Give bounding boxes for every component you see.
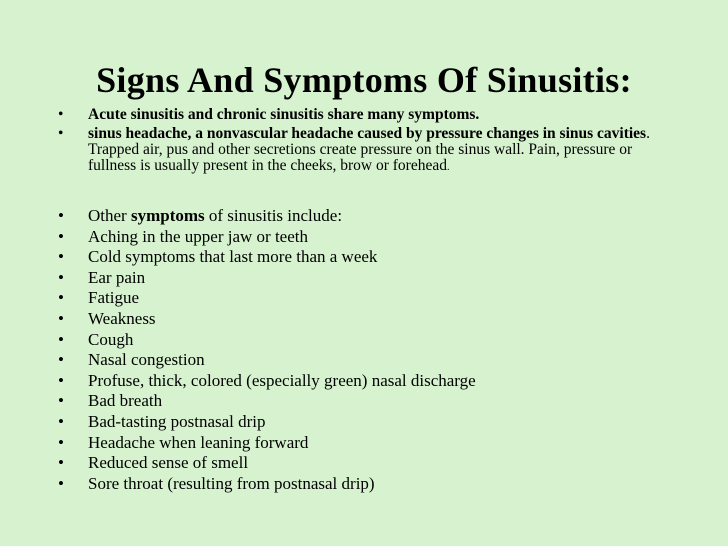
symptom-item xyxy=(58,453,678,474)
bullet-glyph: • xyxy=(58,411,64,431)
bullet-glyph: • xyxy=(58,206,64,225)
symptom-item xyxy=(58,227,678,248)
intro-bullet-list xyxy=(58,107,678,179)
symptoms-intro-bold: symptoms xyxy=(130,206,205,225)
bullet-glyph: • xyxy=(58,267,64,287)
bullet-glyph: • xyxy=(58,125,64,142)
bullet-glyph: • xyxy=(58,350,64,370)
symptom-item xyxy=(58,288,678,309)
symptom-text: Reduced sense of smell xyxy=(88,453,249,473)
symptom-text: Fatigue xyxy=(88,288,139,308)
intro-bullet-item xyxy=(58,107,678,123)
symptom-text: Profuse, thick, colored (especially green) nasal discharge xyxy=(88,370,476,390)
symptom-item xyxy=(58,391,678,412)
symptom-bullet-list xyxy=(58,206,678,494)
symptoms-intro-item xyxy=(58,206,678,227)
intro-item-text: . Trapped air, pus and other secretions create pressure on the sinus wall. Pain, pressure or fullness is usually present in the cheeks, brow or forehead xyxy=(88,125,650,174)
bullet-glyph: • xyxy=(58,226,64,246)
bullet-glyph: • xyxy=(58,288,64,308)
bullet-glyph: • xyxy=(58,247,64,267)
symptom-text: Ear pain xyxy=(88,267,146,287)
symptoms-intro-suffix: of sinusitis include: xyxy=(204,206,343,225)
intro-item-period: . xyxy=(446,162,450,173)
intro-item-bold-text: sinus headache, a nonvascular headache caused by pressure changes in sinus cavities xyxy=(88,125,647,142)
symptom-item xyxy=(58,433,678,454)
symptom-item xyxy=(58,350,678,371)
slide-title: Signs And Symptoms Of Sinusitis: xyxy=(96,60,632,100)
symptom-item xyxy=(58,474,678,495)
symptom-text: Weakness xyxy=(88,308,156,328)
symptom-item xyxy=(58,371,678,392)
bullet-glyph: • xyxy=(58,473,64,493)
symptom-item xyxy=(58,247,678,268)
symptom-text: Headache when leaning forward xyxy=(88,432,309,452)
bullet-glyph: • xyxy=(58,370,64,390)
intro-item-text: Acute sinusitis and chronic sinusitis share many symptoms. xyxy=(88,106,480,123)
bullet-glyph: • xyxy=(58,106,64,123)
symptom-text: Bad-tasting postnasal drip xyxy=(88,411,266,431)
symptom-text: Cold symptoms that last more than a week xyxy=(88,247,378,267)
symptoms-intro-prefix: Other xyxy=(88,206,131,225)
intro-bullet-item xyxy=(58,126,678,176)
symptom-text: Aching in the upper jaw or teeth xyxy=(88,226,308,246)
symptom-item xyxy=(58,309,678,330)
bullet-glyph: • xyxy=(58,453,64,473)
symptom-item xyxy=(58,268,678,289)
symptom-text: Cough xyxy=(88,329,134,349)
symptom-text: Nasal congestion xyxy=(88,350,205,370)
bullet-glyph: • xyxy=(58,432,64,452)
symptom-item xyxy=(58,330,678,351)
symptom-text: Sore throat (resulting from postnasal drip) xyxy=(88,473,375,493)
bullet-glyph: • xyxy=(58,391,64,411)
symptom-item xyxy=(58,412,678,433)
bullet-glyph: • xyxy=(58,308,64,328)
symptom-text: Bad breath xyxy=(88,391,163,411)
bullet-glyph: • xyxy=(58,329,64,349)
